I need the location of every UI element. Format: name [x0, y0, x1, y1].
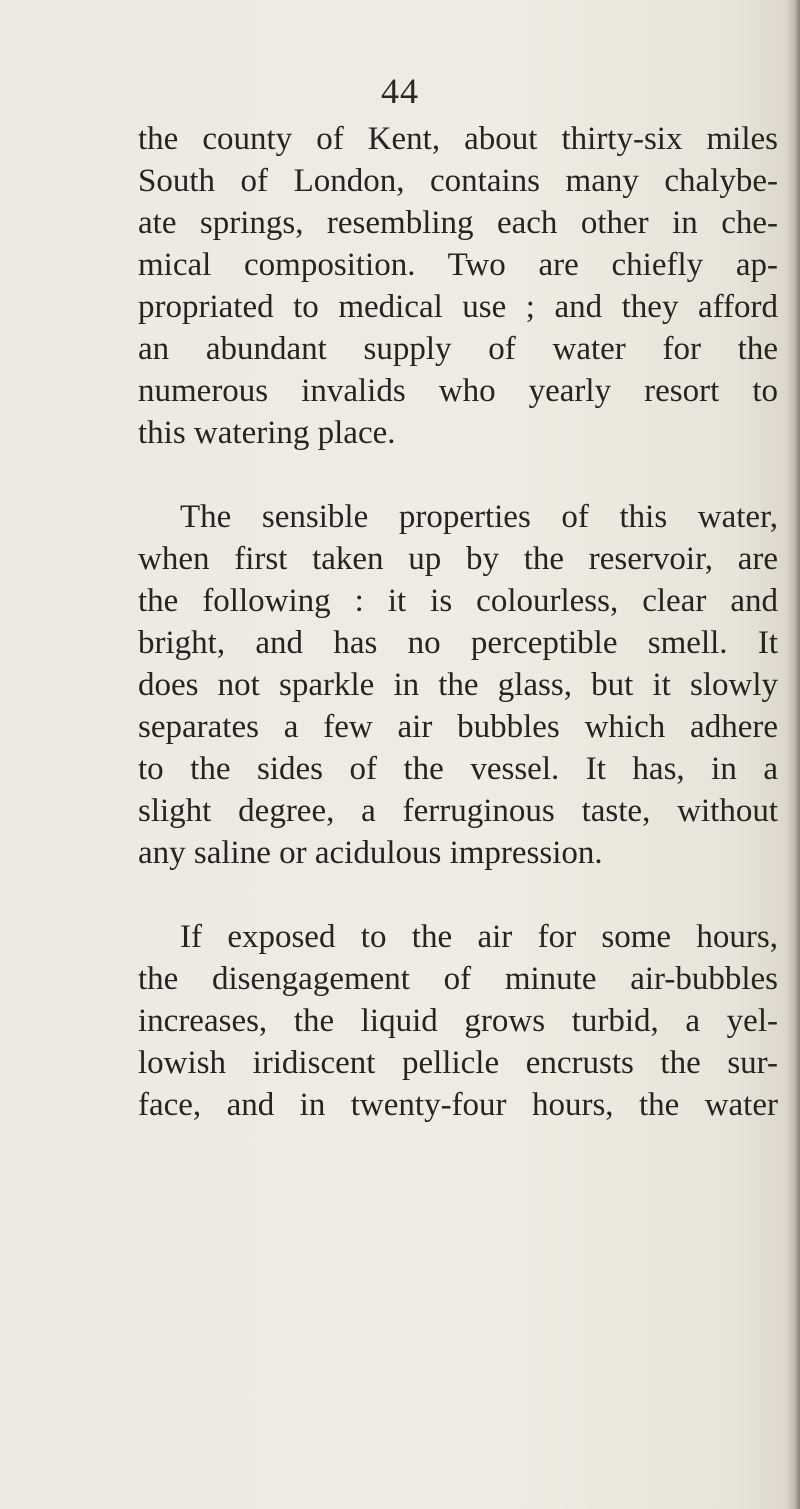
text-line: the disengagement of minute air-bubbles [138, 961, 778, 997]
text-line: increases, the liquid grows turbid, a yel- [138, 1003, 778, 1039]
text-line: mical composition. Two are chiefly ap- [138, 247, 778, 283]
text-line: bright, and has no perceptible smell. It [138, 625, 778, 661]
page-edge-shadow [786, 0, 800, 1509]
text-line: any saline or acidulous impression. [138, 835, 603, 871]
text-line: lowish iridiscent pellicle encrusts the sur- [138, 1045, 778, 1081]
text-line: the county of Kent, about thirty-six miles [138, 121, 778, 157]
text-line: does not sparkle in the glass, but it slowly [138, 667, 778, 703]
text-line: ate springs, resembling each other in che- [138, 205, 778, 241]
page-number: 44 [381, 71, 419, 111]
text-line: the following : it is colourless, clear and [138, 583, 778, 619]
text-line: propriated to medical use ; and they afford [138, 289, 778, 325]
text-line: face, and in twenty-four hours, the water [138, 1087, 778, 1123]
text-line: to the sides of the vessel. It has, in a [138, 751, 778, 787]
text-line: numerous invalids who yearly resort to [138, 373, 778, 409]
text-line: South of London, contains many chalybe- [138, 163, 778, 199]
text-line: when first taken up by the reservoir, are [138, 541, 778, 577]
body-text [138, 118, 778, 1126]
paragraph-2 [138, 496, 778, 874]
text-line: The sensible properties of this water, [180, 499, 778, 535]
text-line: this watering place. [138, 415, 396, 451]
text-line: an abundant supply of water for the [138, 331, 778, 367]
text-line: separates a few air bubbles which adhere [138, 709, 778, 745]
paragraph-1 [138, 118, 778, 454]
text-line: If exposed to the air for some hours, [180, 919, 778, 955]
text-line: slight degree, a ferruginous taste, without [138, 793, 778, 829]
paragraph-3 [138, 916, 778, 1126]
